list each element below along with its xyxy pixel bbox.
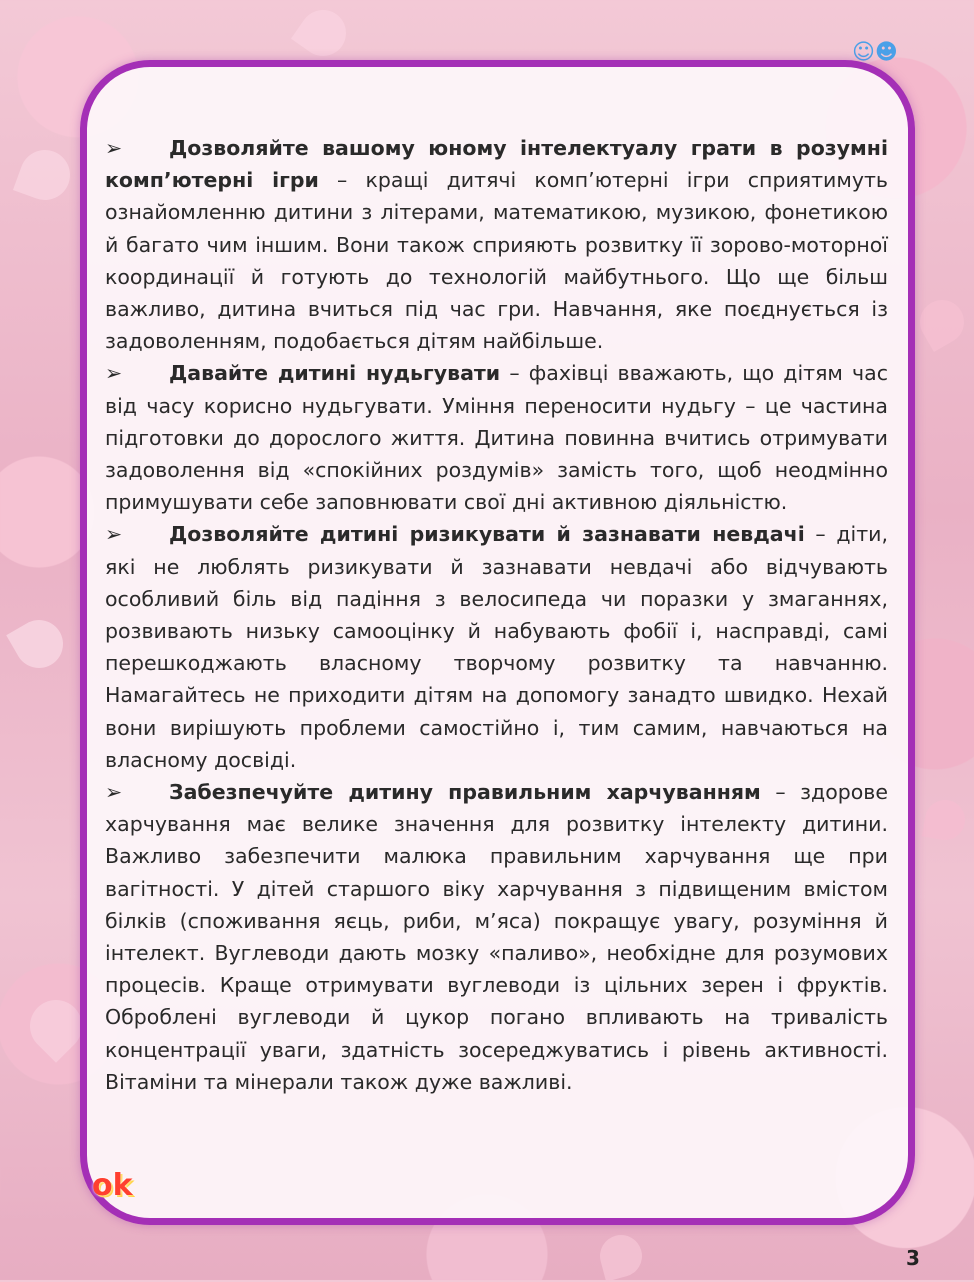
- ok-badge: ok: [92, 1168, 133, 1203]
- decorative-petal: [291, 1, 355, 65]
- tip-text: – кращі дитячі комп’ютерні ігри сприятимуть ознайомленню дитини з літерами, математикою, музикою, фонетикою й багато чим іншим. Вони також сприяють розвитку її зорово-моторної координації й готують до технологій майбутнього. Що ще більш важливо, дитина вчиться під час гри. Навчання, яке поєднується із задоволенням, подобається дітям найбільше.: [105, 168, 888, 354]
- tip-heading: Дозволяйте вашому юному інтелектуалу грати в розумні комп’ютерні ігри: [105, 136, 888, 193]
- arrow-bullet-icon: ➢: [105, 780, 123, 805]
- article-body: [105, 132, 888, 1098]
- arrow-bullet-icon: ➢: [105, 522, 123, 547]
- decorative-petal: [6, 611, 72, 677]
- tip-text: – здорове харчування має велике значення для розвитку інтелекту дитини. Важливо забезпечити малюка правильним харчування ще при вагітності. У дітей старшого віку харчування з підвищеним вмістом білків (споживання яєць, риби, м’яса) покращує увагу, розуміння й інтелект. Вуглеводи дають мозку «паливо», необхідне для розумових процесів. Краще отримувати вуглеводи із цільних зерен і фруктів. Оброблені вуглеводи й цукор погано впливають на тривалість концентрації уваги, здатність зосереджуватись і рівень активності. Вітаміни та мінерали також дуже важливі.: [105, 780, 888, 1094]
- tip-paragraph: [105, 357, 888, 518]
- decorative-petal: [922, 797, 968, 843]
- decorative-petal: [595, 1230, 646, 1281]
- tip-heading: Забезпечуйте дитину правильним харчуванням: [169, 780, 761, 805]
- tip-text: – фахівці вважають, що дітям час від часу корисно нудьгувати. Уміння переносити нудьгу – це частина підготовки до дорослого життя. Дитина повинна вчитись отримувати задоволення від «спокійних роздумів» замість того, щоб неодмінно примушувати себе заповнювати свої дні активною діяльністю.: [105, 361, 888, 515]
- decorative-petal: [912, 292, 972, 352]
- tip-text: – діти, які не люблять ризикувати й зазнавати невдачі або відчувають особливий біль від падіння з велосипеда чи поразки у змаганнях, розвивають низьку самооцінку й набувають фобії і, насправді, самі перешкоджають власному творчому розвитку та навчанню. Намагайтесь не приходити дітям на допомогу занадто швидко. Нехай вони вирішують проблеми самостійно і, тим самим, навчаються на власному досвіді.: [105, 522, 889, 772]
- tip-paragraph: [105, 776, 888, 1098]
- decorative-petal: [13, 143, 77, 207]
- tip-paragraph: [105, 132, 888, 357]
- arrow-bullet-icon: ➢: [105, 361, 123, 386]
- tip-heading: Дозволяйте дитині ризикувати й зазнавати невдачі: [169, 522, 805, 547]
- tip-heading: Давайте дитині нудьгувати: [169, 361, 501, 386]
- arrow-bullet-icon: ➢: [105, 136, 123, 160]
- smiley-faces-icon: ☺☻: [852, 40, 898, 65]
- page-number: 3: [906, 1246, 920, 1270]
- tip-paragraph: [105, 518, 888, 776]
